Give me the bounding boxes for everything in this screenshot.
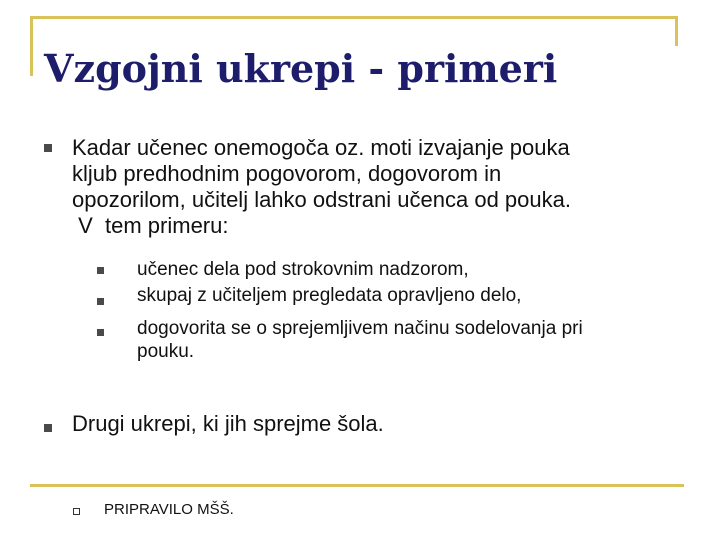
square-bullet-icon [44,144,52,152]
sub-bullet-line: dogovorita se o sprejemljivem načinu sodelovanja pri [137,318,583,339]
frame-top-border [30,16,678,19]
square-bullet-icon [44,424,52,432]
square-bullet-icon [97,298,104,305]
bullet-2-line: Drugi ukrepi, ki jih sprejme šola. [72,411,384,436]
frame-right-border [675,16,678,46]
footer-divider [30,484,684,487]
bullet-1-line: V tem primeru: [72,213,229,238]
sub-bullet-line: učenec dela pod strokovnim nadzorom, [137,259,469,280]
square-bullet-icon [97,267,104,274]
frame-left-border [30,16,33,76]
sub-bullet-text [137,285,521,308]
sub-bullet-text [137,318,583,363]
bullet-2-text [72,411,384,437]
bullet-1-line: opozorilom, učitelj lahko odstrani učenca od pouka. [72,187,571,212]
hollow-square-bullet-icon [73,508,80,515]
bullet-1-line: kljub predhodnim pogovorom, dogovorom in [72,161,502,186]
slide-title: Vzgojni ukrepi - primeri [44,46,558,91]
sub-bullet-line: pouku. [137,340,195,362]
sub-bullet-line: skupaj z učiteljem pregledata opravljeno delo, [137,285,522,306]
bullet-1-text [72,135,571,239]
footer-credit: PRIPRAVILO MŠŠ. [104,501,234,518]
sub-bullet-text [137,259,469,282]
bullet-1-line: Kadar učenec onemogoča oz. moti izvajanje pouka [72,135,570,160]
square-bullet-icon [97,329,104,336]
